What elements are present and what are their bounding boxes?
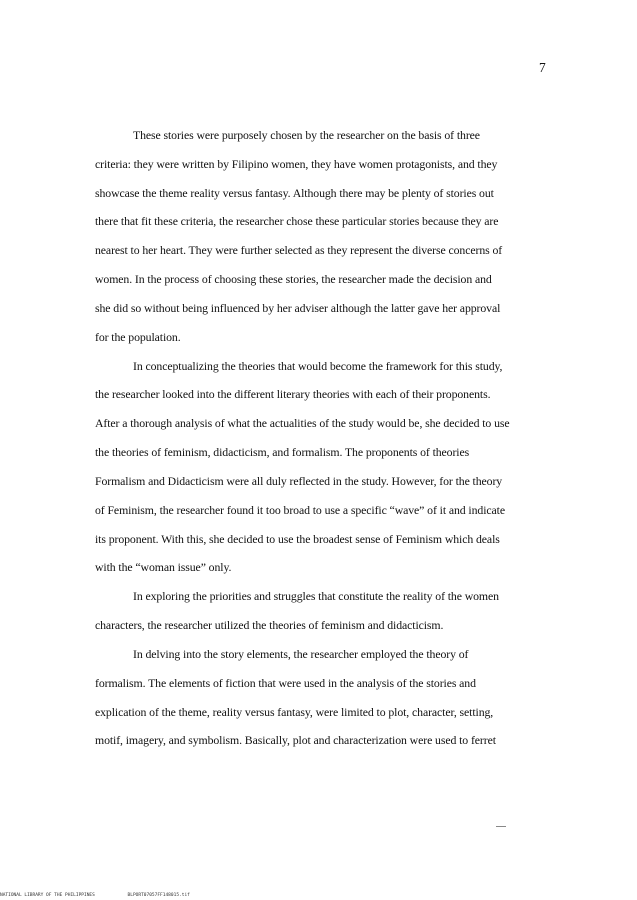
text-line: its proponent. With this, she decided to use the broadest sense of Feminism which deals	[95, 531, 500, 546]
text-line: women. In the process of choosing these stories, the researcher made the decision and	[95, 272, 492, 287]
text-line: In delving into the story elements, the researcher employed the theory of	[133, 646, 469, 661]
scan-footer	[0, 893, 190, 898]
text-line: for the population.	[95, 329, 181, 344]
text-line: In exploring the priorities and struggles that constitute the reality of the women	[133, 589, 499, 604]
text-line: criteria: they were written by Filipino women, they have women protagonists, and they	[95, 156, 498, 171]
text-line: she did so without being influenced by her adviser although the latter gave her approval	[95, 300, 501, 315]
text-line: showcase the theme reality versus fantasy. Although there may be plenty of stories out	[95, 185, 494, 200]
text-line: nearest to her heart. They were further selected as they represent the diverse concerns of	[95, 243, 503, 258]
footer-file-path: BLPORT07057FF148015.tif	[127, 893, 190, 898]
text-line: After a thorough analysis of what the actualities of the study would be, she decided to use	[95, 416, 510, 431]
text-line: explication of the theme, reality versus fantasy, were limited to plot, character, setting,	[95, 704, 494, 719]
footer-library: NATIONAL LIBRARY OF THE PHILIPPINES	[0, 893, 95, 898]
text-line: of Feminism, the researcher found it too broad to use a specific “wave” of it and indicate	[95, 502, 505, 517]
text-line: formalism. The elements of fiction that were used in the analysis of the stories and	[95, 675, 476, 690]
text-line: Formalism and Didacticism were all duly reflected in the study. However, for the theory	[95, 473, 503, 488]
page-number: 7	[539, 60, 546, 75]
text-line: These stories were purposely chosen by the researcher on the basis of three	[133, 128, 480, 142]
text-line: the theories of feminism, didacticism, and formalism. The proponents of theories	[95, 445, 470, 460]
text-line: In conceptualizing the theories that would become the framework for this study,	[133, 358, 503, 373]
body-text	[95, 124, 550, 758]
text-line: there that fit these criteria, the researcher chose these particular stories because they are	[95, 214, 499, 229]
text-line: motif, imagery, and symbolism. Basically, plot and characterization were used to ferret	[95, 733, 496, 748]
text-line: characters, the researcher utilized the theories of feminism and didacticism.	[95, 618, 444, 633]
scan-mark	[496, 826, 506, 827]
text-line: the researcher looked into the different literary theories with each of their proponents.	[95, 387, 491, 402]
text-line: with the “woman issue” only.	[95, 560, 232, 575]
